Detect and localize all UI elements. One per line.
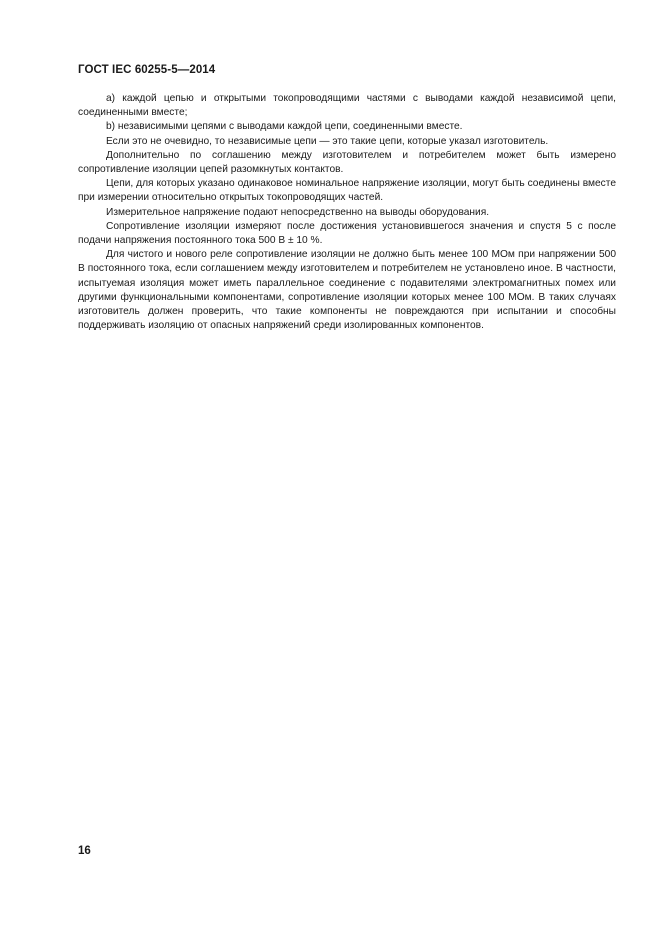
- document-body: [78, 92, 616, 333]
- paragraph-item-b: b) независимыми цепями с выводами каждой цепи, соединенными вместе.: [106, 121, 463, 133]
- paragraph-insulation-requirement: Для чистого и нового реле сопротивление изоляции не должно быть менее 100 МОм при напряжении 500 В постоянного тока, если соглашением между изготовителем и потребителем не установлено иное. В частности, испытуемая изоляция может иметь параллельное соединение с подавителями электромагнитных помех или другими функциональными компонентами, сопротивление изоляции которых менее 100 МОм. В таких случаях изготовитель должен проверить, что такие компоненты не повреждаются при испытании и способны поддерживать изоляцию от опасных напряжений среди изолированных компонентов.: [78, 249, 616, 332]
- paragraph-open-contacts: Дополнительно по соглашению между изготовителем и потребителем может быть измерено сопротивление изоляции цепей разомкнутых контактов.: [78, 149, 616, 176]
- paragraph-measurement-voltage: Измерительное напряжение подают непосредственно на выводы оборудования.: [106, 206, 490, 218]
- paragraph-same-voltage-circuits: Цепи, для которых указано одинаковое номинальное напряжение изоляции, могут быть соединены вместе при измерении относительно открытых токопроводящих частей.: [78, 178, 616, 204]
- paragraph-independent-circuits: Если это не очевидно, то независимые цепи — это такие цепи, которые указал изготовитель.: [106, 135, 549, 147]
- paragraph-measurement-timing: Сопротивление изоляции измеряют после достижения установившегося значения и спустя 5 с после подачи напряжения постоянного тока 500 В ± 10 %.: [78, 220, 616, 247]
- paragraph-item-a: а) каждой цепью и открытыми токопроводящими частями с выводами каждой независимой цепи, соединенными вместе;: [78, 93, 616, 119]
- page-number: 16: [78, 845, 91, 857]
- document-header: ГОСТ IEC 60255-5—2014: [78, 64, 216, 76]
